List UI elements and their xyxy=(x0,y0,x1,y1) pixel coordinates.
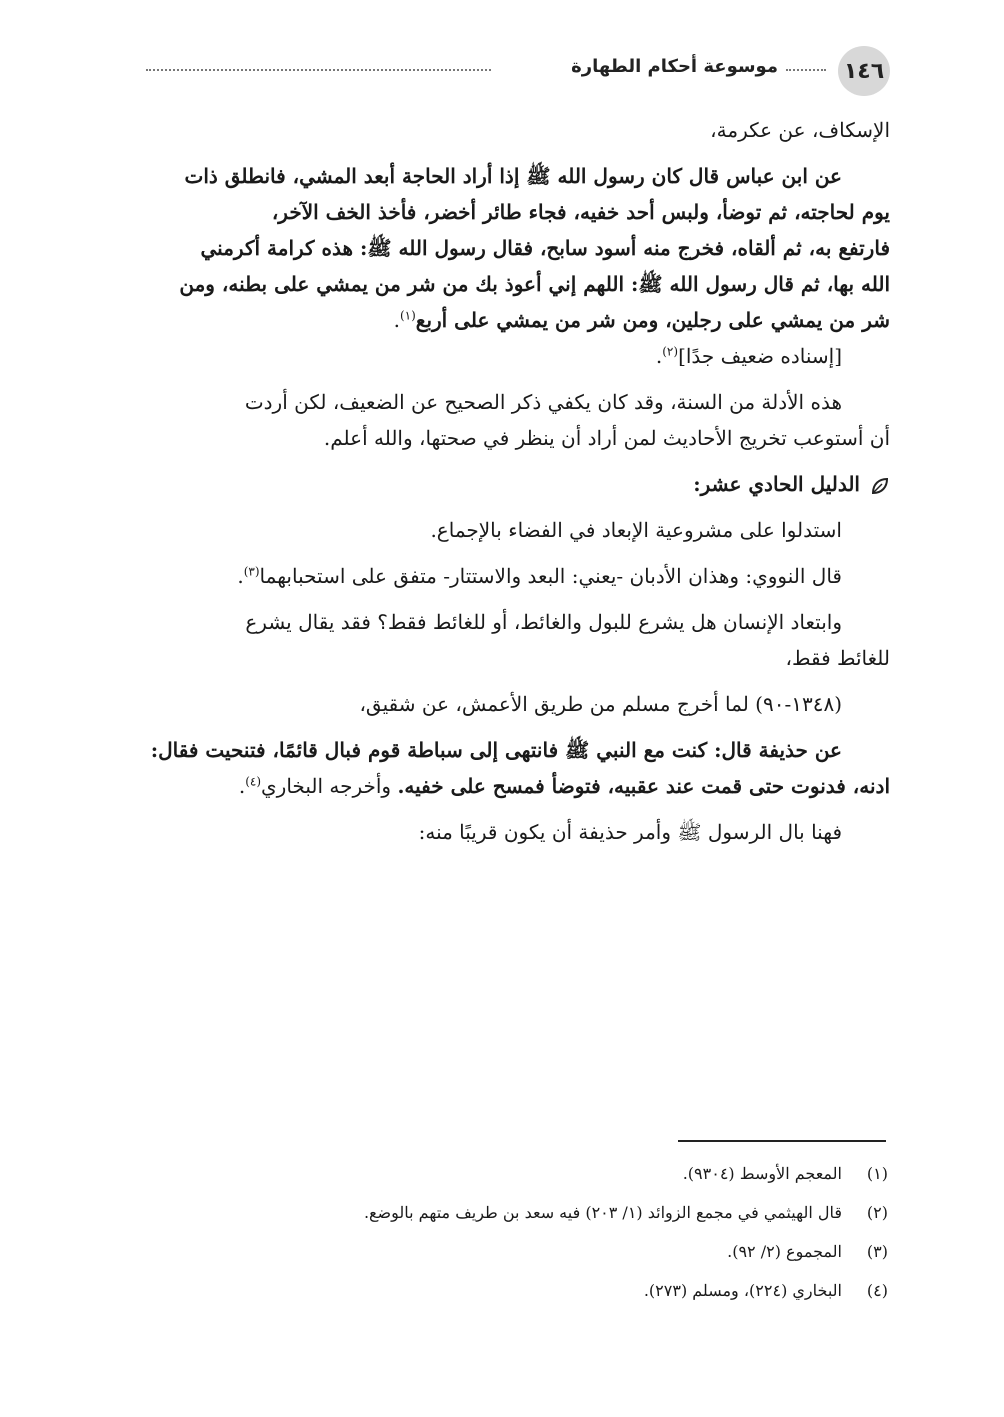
grading-line: [إسناده ضعيف جدًا]$^{(٢)}$. xyxy=(655,344,842,368)
text-line: عن ابن عباس قال كان رسول الله ﷺ إذا أراد الحاجة أبعد المشي، فانطلق ذات xyxy=(184,164,842,188)
running-header xyxy=(146,46,890,96)
header-dotted-rule-left xyxy=(146,69,491,71)
grading-text: [إسناده ضعيف جدًا] xyxy=(678,344,842,368)
hadith-ibn-abbas xyxy=(146,158,890,338)
text-line: وابتعاد الإنسان هل يشرع للبول والغائط، أو للغائط فقط؟ فقد يقال يشرع xyxy=(245,610,842,634)
book-title: موسوعة أحكام الطهارة xyxy=(571,56,778,77)
footnote-item xyxy=(146,1193,890,1232)
text-line: الله بها، ثم قال رسول الله ﷺ: اللهم إني أعوذ بك من شر من يمشي على بطنه، ومن xyxy=(179,272,890,296)
text-line: للغائط فقط، xyxy=(785,646,890,670)
footnotes xyxy=(146,1154,890,1310)
text-line: هذه الأدلة من السنة، وقد كان يكفي ذكر الصحيح عن الضعيف، لكن أردت xyxy=(244,390,842,414)
text-line: فارتفع به، ثم ألقاه، فخرج منه أسود سابح، فقال رسول الله ﷺ: هذه كرامة أكرمني xyxy=(200,236,890,260)
text-line: الإسكاف، عن عكرمة، xyxy=(710,118,890,142)
footnote-number: (١) xyxy=(866,1164,888,1183)
text-line: شر من يمشي على رجلين، ومن شر من يمشي على أربع$^{(١)}$. xyxy=(393,308,890,332)
text-line: قال النووي: وهذان الأدبان -يعني: البعد والاستتار- متفق على استحبابهما$^{(٣)}$. xyxy=(237,564,842,588)
text-segment: ادنه، فدنوت حتى قمت عند عقبيه، فتوضأ فمسح على خفيه. xyxy=(397,774,890,798)
text-line: (١٣٤٨-٩٠) لما أخرج مسلم من طريق الأعمش، عن شقيق، xyxy=(359,692,842,716)
footnote-number: (٣) xyxy=(866,1242,888,1261)
footnote-item xyxy=(146,1154,890,1193)
footnote-text: البخاري (٢٢٤)، ومسلم (٢٧٣). xyxy=(643,1281,842,1300)
text-segment: قال النووي: وهذان الأدبان -يعني: البعد والاستتار- متفق على استحبابهما xyxy=(259,564,842,588)
header-dotted-rule-right xyxy=(786,69,826,71)
text-line: يوم لحاجته، ثم توضأ، ولبس أحد خفيه، فجاء طائر أخضر، فأخذ الخف الآخر، xyxy=(271,200,890,224)
main-text xyxy=(146,112,890,850)
leaf-bullet-icon xyxy=(870,476,890,496)
text-line: أن أستوعب تخريج الأحاديث لمن أراد أن ينظر في صحتها، والله أعلم. xyxy=(323,426,890,450)
heading-text: الدليل الحادي عشر: xyxy=(693,472,860,496)
page-number: ١٤٦ xyxy=(838,46,890,96)
text-line: فهنا بال الرسول ﷺ وأمر حذيفة أن يكون قريبًا منه: xyxy=(418,820,842,844)
section-heading xyxy=(146,466,890,502)
text-line: عن حذيفة قال: كنت مع النبي ﷺ فانتهى إلى سباطة قوم فبال قائمًا، فتنحيت فقال: xyxy=(150,738,842,762)
footnote-number: (٤) xyxy=(866,1281,888,1300)
footnote-marker[interactable]: (٢) xyxy=(662,344,679,359)
footnote-marker[interactable]: (٤) xyxy=(245,774,262,789)
text-segment: وأخرجه البخاري xyxy=(261,774,392,798)
footnote-number: (٢) xyxy=(866,1203,888,1222)
text-line: استدلوا على مشروعية الإبعاد في الفضاء بالإجماع. xyxy=(430,518,842,542)
footnote-text: المجموع (٢/ ٩٢). xyxy=(727,1242,842,1261)
footnote-item xyxy=(146,1271,890,1310)
footnote-marker[interactable]: (١) xyxy=(399,308,416,323)
footnote-item xyxy=(146,1232,890,1271)
footnote-divider xyxy=(678,1140,886,1142)
footnote-text: المعجم الأوسط (٩٣٠٤). xyxy=(682,1164,842,1183)
footnote-marker[interactable]: (٣) xyxy=(243,564,260,579)
text-line: ادنه، فدنوت حتى قمت عند عقبيه، فتوضأ فمسح على خفيه. وأخرجه البخاري$^{(٤)}$. xyxy=(238,774,890,798)
text-segment: شر من يمشي على رجلين، ومن شر من يمشي على أربع xyxy=(415,308,890,332)
footnote-text: قال الهيثمي في مجمع الزوائد (١/ ٢٠٣) فيه سعد بن طريف متهم بالوضع. xyxy=(363,1203,842,1222)
hadith-hudhayfa xyxy=(146,732,890,804)
